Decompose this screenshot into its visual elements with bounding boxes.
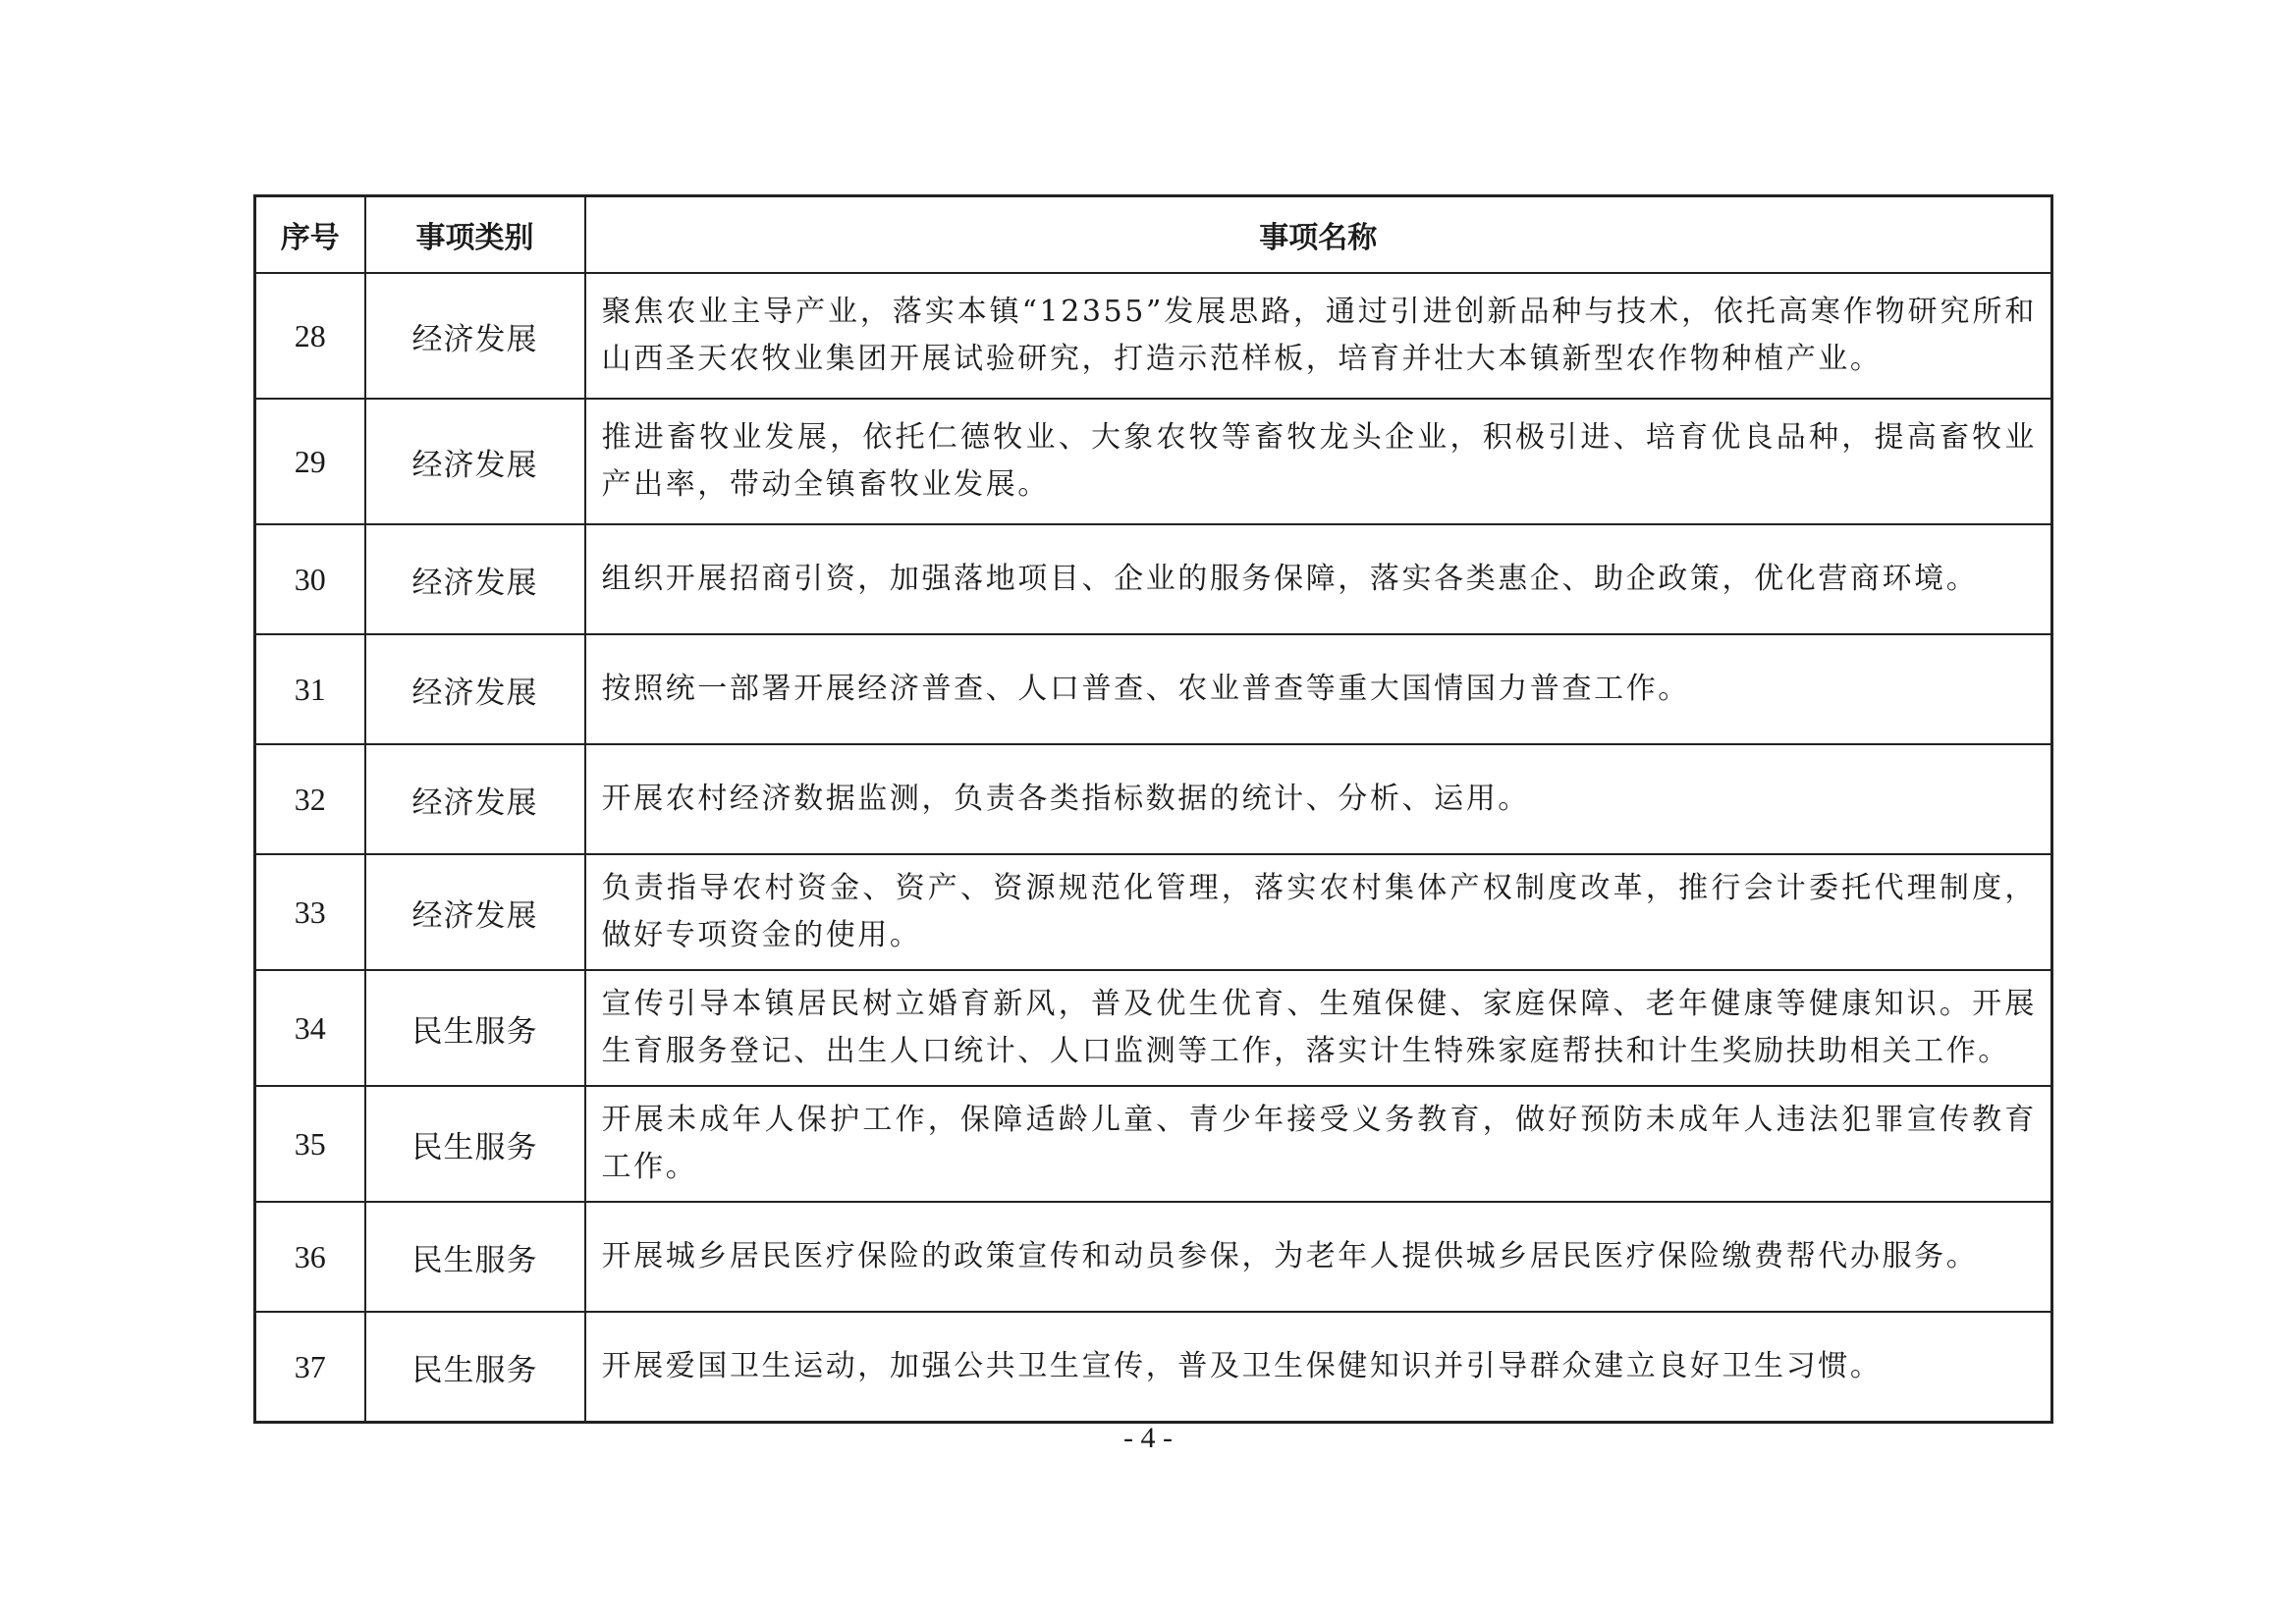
row-seq: 31 bbox=[255, 634, 365, 744]
table-row bbox=[255, 744, 2052, 854]
row-category: 经济发展 bbox=[365, 273, 585, 399]
row-category: 经济发展 bbox=[365, 399, 585, 524]
row-seq: 34 bbox=[255, 970, 365, 1086]
row-name: 开展爱国卫生运动，加强公共卫生宣传，普及卫生保健知识并引导群众建立良好卫生习惯。 bbox=[585, 1312, 2052, 1423]
row-category: 民生服务 bbox=[365, 1086, 585, 1202]
row-name: 推进畜牧业发展，依托仁德牧业、大象农牧等畜牧龙头企业，积极引进、培育优良品种，提高畜牧业产出率，带动全镇畜牧业发展。 bbox=[585, 399, 2052, 524]
row-seq: 30 bbox=[255, 524, 365, 634]
row-name: 开展城乡居民医疗保险的政策宣传和动员参保，为老年人提供城乡居民医疗保险缴费帮代办服务。 bbox=[585, 1202, 2052, 1312]
table-row bbox=[255, 1086, 2052, 1202]
table-row bbox=[255, 524, 2052, 634]
table-row bbox=[255, 273, 2052, 399]
row-category: 民生服务 bbox=[365, 1202, 585, 1312]
row-name: 按照统一部署开展经济普查、人口普查、农业普查等重大国情国力普查工作。 bbox=[585, 634, 2052, 744]
row-category: 民生服务 bbox=[365, 1312, 585, 1423]
table-row bbox=[255, 970, 2052, 1086]
table-row bbox=[255, 1202, 2052, 1312]
row-category: 经济发展 bbox=[365, 524, 585, 634]
table-row bbox=[255, 399, 2052, 524]
table-row bbox=[255, 634, 2052, 744]
row-name: 开展未成年人保护工作，保障适龄儿童、青少年接受义务教育，做好预防未成年人违法犯罪宣传教育工作。 bbox=[585, 1086, 2052, 1202]
row-category: 经济发展 bbox=[365, 854, 585, 970]
row-seq: 29 bbox=[255, 399, 365, 524]
table-header-row bbox=[255, 196, 2052, 274]
row-category: 民生服务 bbox=[365, 970, 585, 1086]
row-seq: 36 bbox=[255, 1202, 365, 1312]
row-category: 经济发展 bbox=[365, 634, 585, 744]
row-seq: 35 bbox=[255, 1086, 365, 1202]
row-name: 宣传引导本镇居民树立婚育新风，普及优生优育、生殖保健、家庭保障、老年健康等健康知识。开展生育服务登记、出生人口统计、人口监测等工作，落实计生特殊家庭帮扶和计生奖励扶助相关工作。 bbox=[585, 970, 2052, 1086]
row-seq: 32 bbox=[255, 744, 365, 854]
header-category: 事项类别 bbox=[365, 196, 585, 274]
row-name: 聚焦农业主导产业，落实本镇“12355”发展思路，通过引进创新品种与技术，依托高寒作物研究所和山西圣天农牧业集团开展试验研究，打造示范样板，培育并壮大本镇新型农作物种植产业。 bbox=[585, 273, 2052, 399]
items-table bbox=[253, 194, 2053, 1424]
header-name: 事项名称 bbox=[585, 196, 2052, 274]
row-category: 经济发展 bbox=[365, 744, 585, 854]
header-seq: 序号 bbox=[255, 196, 365, 274]
table-row bbox=[255, 1312, 2052, 1423]
row-seq: 28 bbox=[255, 273, 365, 399]
row-name: 负责指导农村资金、资产、资源规范化管理，落实农村集体产权制度改革，推行会计委托代理制度，做好专项资金的使用。 bbox=[585, 854, 2052, 970]
row-seq: 37 bbox=[255, 1312, 365, 1423]
row-seq: 33 bbox=[255, 854, 365, 970]
page-number: - 4 - bbox=[1123, 1422, 1173, 1454]
table-row bbox=[255, 854, 2052, 970]
row-name: 开展农村经济数据监测，负责各类指标数据的统计、分析、运用。 bbox=[585, 744, 2052, 854]
row-name: 组织开展招商引资，加强落地项目、企业的服务保障，落实各类惠企、助企政策，优化营商环境。 bbox=[585, 524, 2052, 634]
